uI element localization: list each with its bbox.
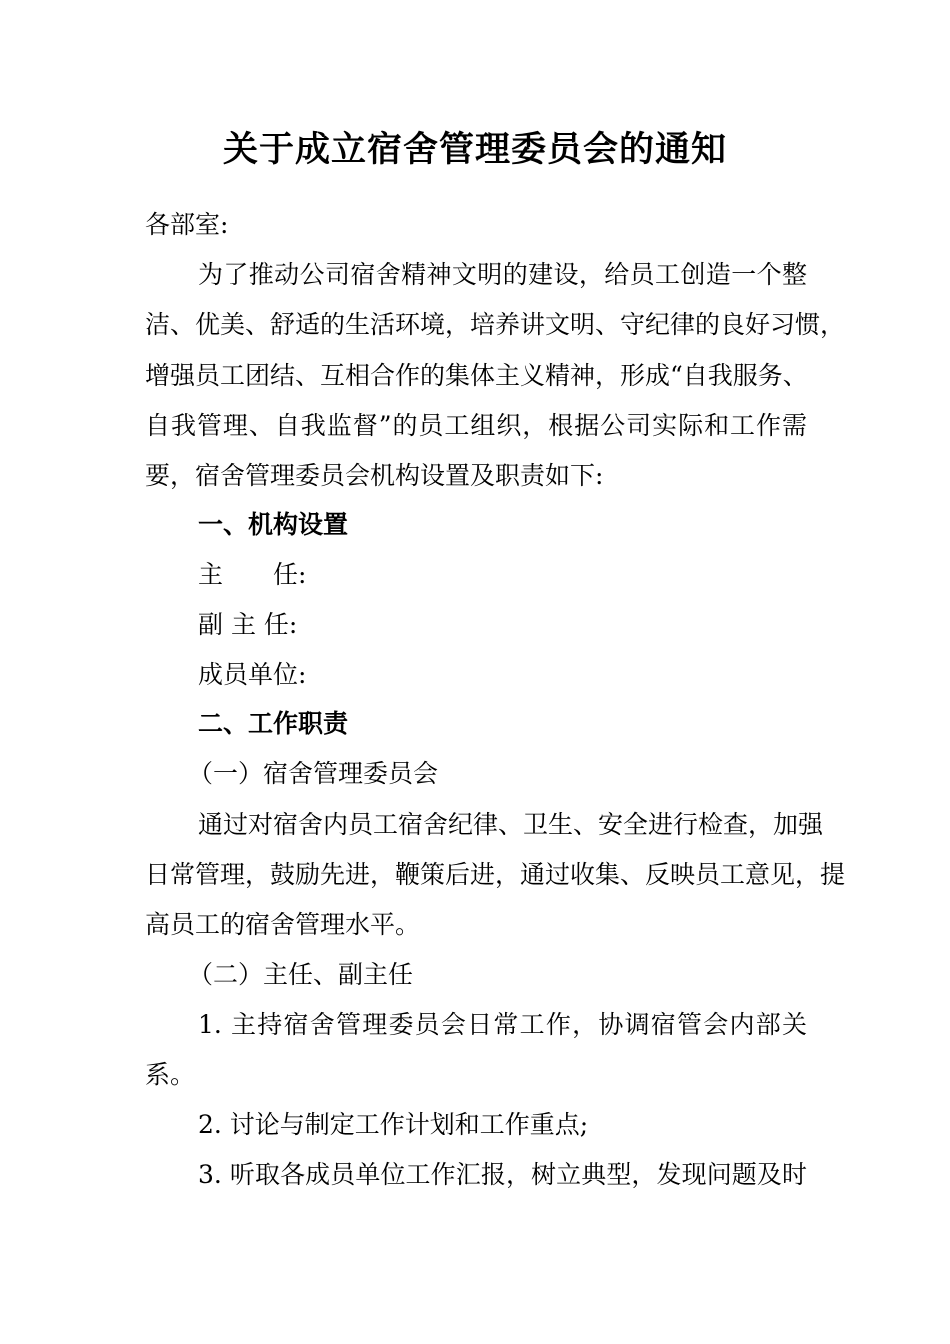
salutation: 各部室: <box>145 210 229 239</box>
intro-line-1: 为了推动公司宿舍精神文明的建设，给员工创造一个整 <box>198 260 807 289</box>
document-title: 关于成立宿舍管理委员会的通知 <box>222 129 727 170</box>
director-duty-1-line-1: 1. 主持宿舍管理委员会日常工作，协调宿管会内部关 <box>198 1010 807 1039</box>
committee-duty-line-3: 高员工的宿舍管理水平。 <box>145 910 421 939</box>
section-heading-duties: 二、工作职责 <box>198 709 349 738</box>
intro-line-5: 要，宿舍管理委员会机构设置及职责如下: <box>145 461 604 490</box>
section-heading-structure: 一、机构设置 <box>198 510 349 539</box>
intro-line-3: 增强员工团结、互相合作的集体主义精神，形成“自我服务、 <box>145 361 808 390</box>
intro-line-4: 自我管理、自我监督”的员工组织，根据公司实际和工作需 <box>145 411 807 440</box>
intro-line-2: 洁、优美、舒适的生活环境，培养讲文明、守纪律的良好习惯， <box>145 310 846 339</box>
director-duty-2: 2. 讨论与制定工作计划和工作重点; <box>198 1110 589 1139</box>
director-duty-1-line-2: 系。 <box>145 1060 196 1089</box>
member-units-label: 成员单位: <box>198 660 307 689</box>
committee-duty-line-1: 通过对宿舍内员工宿舍纪律、卫生、安全进行检查，加强 <box>198 810 824 839</box>
committee-duty-line-2: 日常管理，鼓励先进，鞭策后进，通过收集、反映员工意见，提 <box>145 860 846 889</box>
director-duty-3: 3. 听取各成员单位工作汇报，树立典型，发现问题及时 <box>198 1160 807 1189</box>
subsection-heading-committee: （一）宿舍管理委员会 <box>188 759 439 788</box>
deputy-director-label: 副 主 任: <box>198 610 298 639</box>
subsection-heading-directors: （二）主任、副主任 <box>188 960 414 989</box>
director-label: 主 任: <box>198 560 307 589</box>
